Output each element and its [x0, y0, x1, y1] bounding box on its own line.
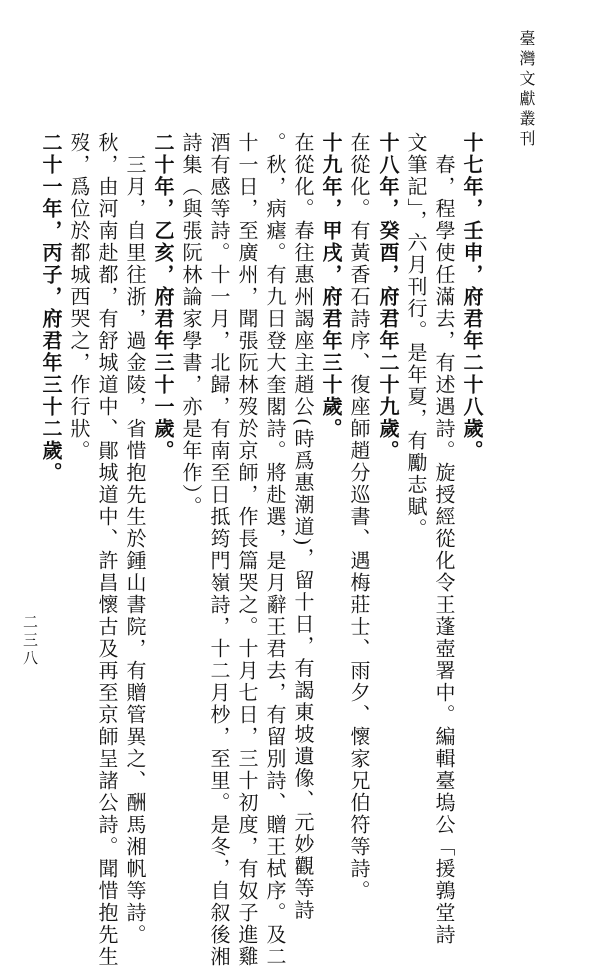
text-column: 秋，由河南赴都，有舒城道中、鄖城道中、許昌懷古及再至京師呈諸公詩。聞惜抱先生 — [95, 132, 119, 968]
text-column: 三月，自里往浙，過金陵，省惜抱先生於鍾山書院，有贈管異之、酬馬湘帆等詩。 — [123, 154, 147, 946]
text-column: 春，程學使任滿去，有述遇詩。旋授經從化令王蓬壺署中。編輯臺塢公「援鶉堂詩 — [432, 154, 456, 946]
text-column: 酒有感等詩。十一月，北歸，有南至日抵筠門嶺詩，十二月杪，至里。是冬，自叙後湘 — [207, 132, 231, 968]
text-column: 十一日，至廣州，聞張阮林歿於京師，作長篇哭之。十月七日，三十初度，有奴子進雞 — [235, 132, 259, 968]
text-column: 文筆記」，六月刊行。是年夏，有勵志賦。 — [404, 132, 428, 540]
page-number: 二三八 — [21, 614, 39, 668]
text-column: 二十年，乙亥，府君年三十一歲。 — [151, 132, 175, 462]
text-column: 十七年，壬申，府君年二十八歲。 — [460, 132, 484, 462]
journal-title: 臺灣文獻叢刊 — [517, 30, 536, 150]
text-column: 詩集（與張阮林論家學書，亦是年作）。 — [179, 132, 203, 518]
text-column: 歿，爲位於都城西哭之，作行狀。 — [67, 132, 91, 462]
text-column: 。秋，病瘧。有九日登大奎閣詩。將赴選，是月辭王君去，有留別詩、贈王栻序。及二 — [263, 132, 287, 968]
text-column: 二十一年，丙子，府君年三十二歲。 — [39, 132, 63, 484]
text-column: 十九年，甲戌，府君年三十歲。 — [319, 132, 343, 440]
text-column: 十八年，癸酉，府君年二十九歲。 — [376, 132, 400, 462]
text-column: 在從化。春往惠州謁座主趙公(時爲惠潮道)，留十日，有謁東坡遺像、元妙觀等詩 — [291, 132, 315, 922]
text-column: 在從化。有黃香石詩序、復座師趙分巡書、遇梅莊士、雨夕、懷家兄伯符等詩。 — [347, 132, 371, 902]
